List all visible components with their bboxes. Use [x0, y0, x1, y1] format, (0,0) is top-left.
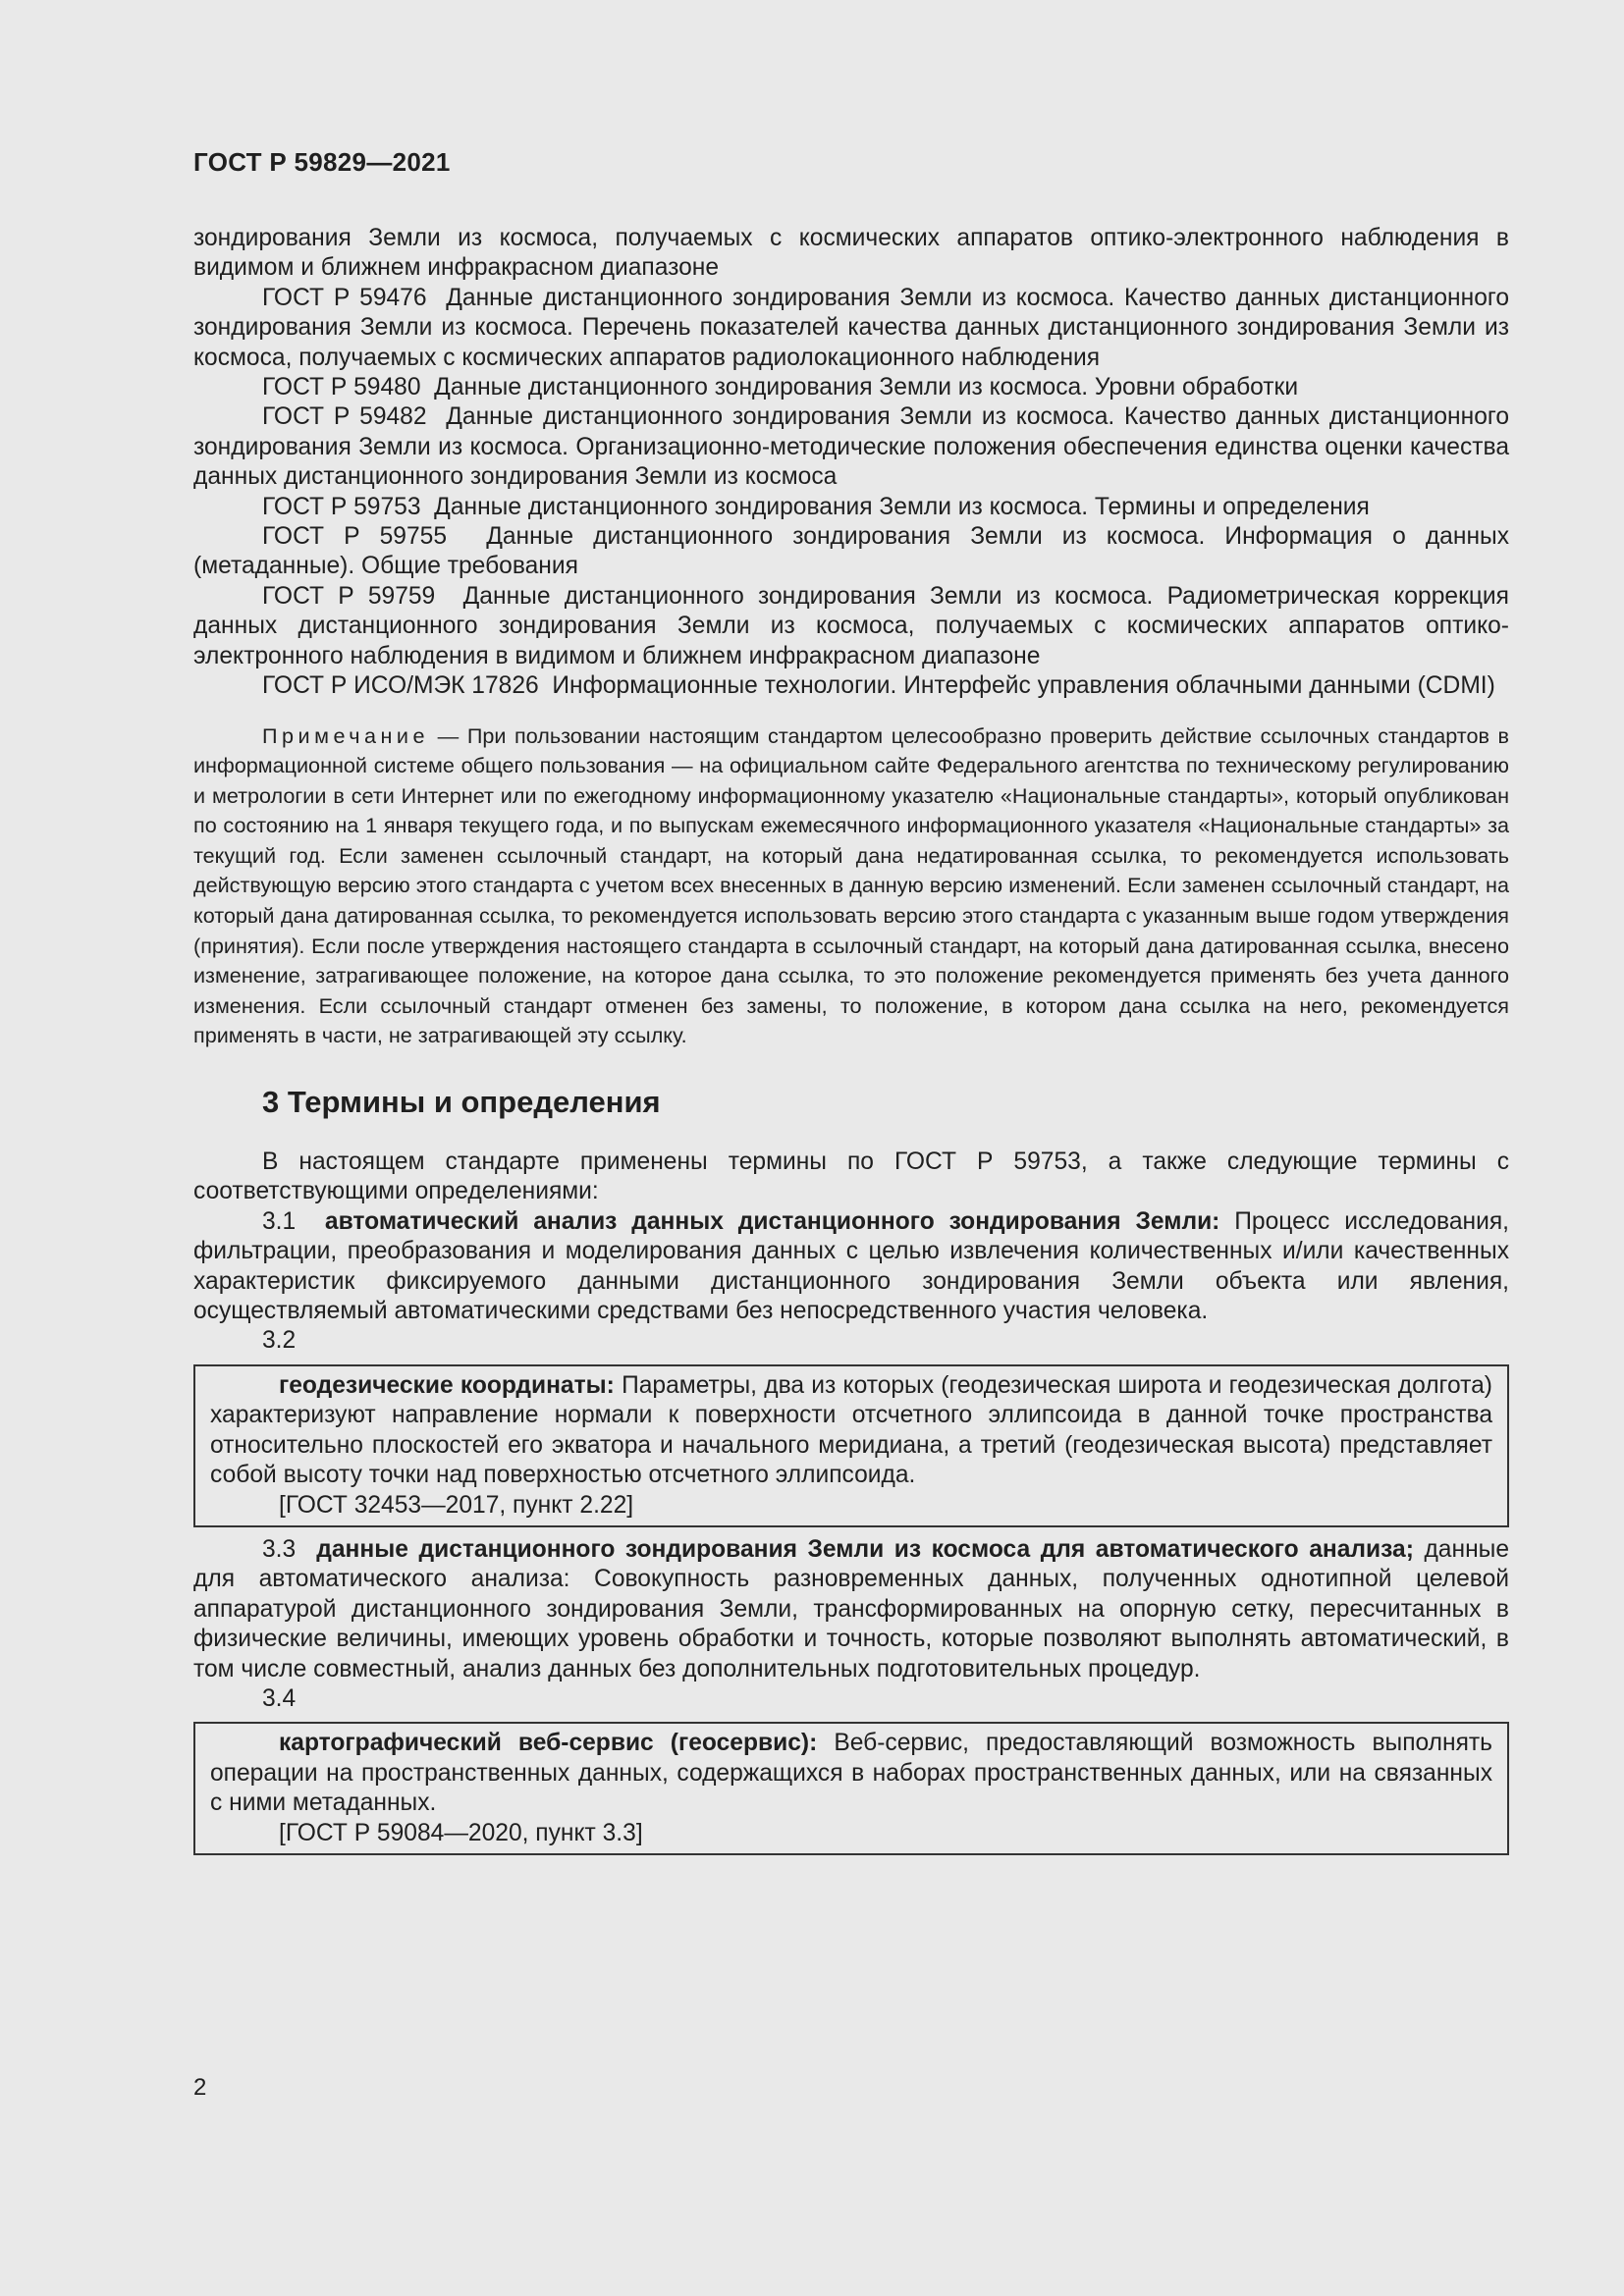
- term-name: данные дистанционного зондирования Земли из космоса для автоматического анализа;: [316, 1535, 1414, 1563]
- note-paragraph: [193, 721, 1509, 1052]
- reference-item: [193, 284, 1509, 373]
- reference-item: [193, 493, 1509, 522]
- term-entry: [210, 1371, 1492, 1491]
- reference-text: Данные дистанционного зондирования Земли из космоса. Информация о данных (метаданные). Общие требования: [193, 523, 1509, 580]
- reference-code: ГОСТ Р 59476: [262, 284, 427, 311]
- page-header-doc-number: ГОСТ Р 59829—2021: [193, 147, 451, 177]
- reference-text: зондирования Земли из космоса, получаемых с космических аппаратов оптико-электронного наблюдения в видимом и ближнем инфракрасном диапазоне: [193, 225, 1509, 282]
- term-definition: данные для автоматического анализа: Совокупность разновременных данных, полученных однотипной целевой аппаратурой дистанционного зондирования Земли, трансформированных на опорную сетку, пересчитанных в физические величины, имеющих уровень обработки и точность, которые позволяют выполнять автоматический, в том числе совместный, анализ данных без дополнительных подготовительных процедур.: [193, 1535, 1509, 1682]
- term-definition: Процесс исследования, фильтрации, преобразования и моделирования данных с целью извлечения количественных и/или качественных характеристик фиксируемого данными дистанционного зондирования Земли объекта или явления, осуществляемый автоматическими средствами без непосредственного участия человека.: [193, 1207, 1509, 1325]
- reference-item: [193, 373, 1509, 402]
- reference-text: Данные дистанционного зондирования Земли из космоса. Радиометрическая коррекция данных дистанционного зондирования Земли из космоса, получаемых с космических аппаратов оптико-электронного наблюдения в видимом и ближнем инфракрасном диапазоне: [193, 582, 1509, 669]
- section-intro: В настоящем стандарте применены термины по ГОСТ Р 59753, а также следующие термины с соответствующими определениями:: [193, 1148, 1509, 1205]
- reference-text: Данные дистанционного зондирования Земли из космоса. Уровни обработки: [434, 374, 1299, 401]
- term-name: картографический веб-сервис (геосервис):: [279, 1730, 818, 1757]
- term-number-standalone: 3.2: [262, 1327, 297, 1355]
- reference-code: ГОСТ Р 59482: [262, 403, 427, 431]
- term-entry: [193, 1535, 1509, 1684]
- term-source: [ГОСТ Р 59084—2020, пункт 3.3]: [279, 1819, 643, 1846]
- term-number: 3.3: [262, 1535, 297, 1563]
- page-body: [193, 224, 1509, 1863]
- reference-code: ГОСТ Р 59480: [262, 374, 421, 401]
- reference-text: Данные дистанционного зондирования Земли из космоса. Качество данных дистанционного зондирования Земли из космоса. Перечень показателей качества данных дистанционного зондирования Земли из космоса, получаемых с космических аппаратов радиолокационного наблюдения: [193, 284, 1509, 371]
- reference-text: Информационные технологии. Интерфейс управления облачными данными (CDMI): [552, 672, 1495, 700]
- term-name: геодезические координаты:: [279, 1371, 615, 1399]
- reference-code: ГОСТ Р 59759: [262, 582, 436, 610]
- term-name: автоматический анализ данных дистанционного зондирования Земли:: [324, 1207, 1220, 1235]
- term-number-standalone: 3.4: [262, 1684, 297, 1712]
- note-text: — При пользовании настоящим стандартом целесообразно проверить действие ссылочных стандартов в информационной системе общего пользования — на официальном сайте Федерального агентства по техническому регулированию и метрологии в сети Интернет или по ежегодному информационному указателю «Национальные стандарты», который опубликован по состоянию на 1 января текущего года, и по выпускам ежемесячного информационного указателя «Национальные стандарты» за текущий год. Если заменен ссылочный стандарт, на который дана недатированная ссылка, то рекомендуется использовать действующую версию этого стандарта с учетом всех внесенных в данную версию изменений. Если заменен ссылочный стандарт, на который дана датированная ссылка, то рекомендуется использовать версию этого стандарта с указанным выше годом утверждения (принятия). Если после утверждения настоящего стандарта в ссылочный стандарт, на который дана датированная ссылка, внесено изменение, затрагивающее положение, на которое дана ссылка, то это положение рекомендуется применять без учета данного изменения. Если ссылочный стандарт отменен без замены, то положение, в котором дана ссылка на него, рекомендуется применять в части, не затрагивающей эту ссылку.: [193, 722, 1510, 1048]
- page-number: 2: [193, 2074, 207, 2101]
- reference-item: [193, 582, 1509, 671]
- reference-code: ГОСТ Р 59753: [262, 493, 421, 520]
- reference-item: [193, 402, 1509, 492]
- reference-text: Данные дистанционного зондирования Земли из космоса. Термины и определения: [434, 493, 1370, 520]
- reference-code: ГОСТ Р 59755: [262, 523, 447, 551]
- term-box: [193, 1722, 1509, 1855]
- term-entry: [193, 1207, 1509, 1327]
- reference-item: [193, 522, 1509, 582]
- term-source: [ГОСТ 32453—2017, пункт 2.22]: [279, 1491, 634, 1519]
- term-box: [193, 1364, 1509, 1527]
- term-definition: Веб-сервис, предоставляющий возможность выполнять операции на пространственных данных, содержащихся в наборах пространственных данных, или на связанных с ними метаданных.: [210, 1730, 1492, 1817]
- term-definition: Параметры, два из которых (геодезическая широта и геодезическая долгота) характеризуют направление нормали к поверхности отсчетного эллипсоида в данной точке пространства относительно плоскостей его экватора и начального меридиана, а третий (геодезическая высота) представляет собой высоту точки над поверхностью отсчетного эллипсоида.: [210, 1371, 1492, 1489]
- section-title: 3 Термины и определения: [262, 1085, 661, 1120]
- note-label: Примечание: [262, 722, 429, 748]
- term-entry: [210, 1729, 1492, 1818]
- reference-continuation: [193, 224, 1509, 284]
- term-number: 3.1: [262, 1207, 297, 1235]
- reference-code: ГОСТ Р ИСО/МЭК 17826: [262, 672, 539, 700]
- reference-text: Данные дистанционного зондирования Земли из космоса. Качество данных дистанционного зондирования Земли из космоса. Организационно-методические положения обеспечения единства оценки качества данных дистанционного зондирования Земли из космоса: [193, 403, 1509, 491]
- normative-references-list: [193, 224, 1509, 702]
- reference-item: [193, 671, 1509, 701]
